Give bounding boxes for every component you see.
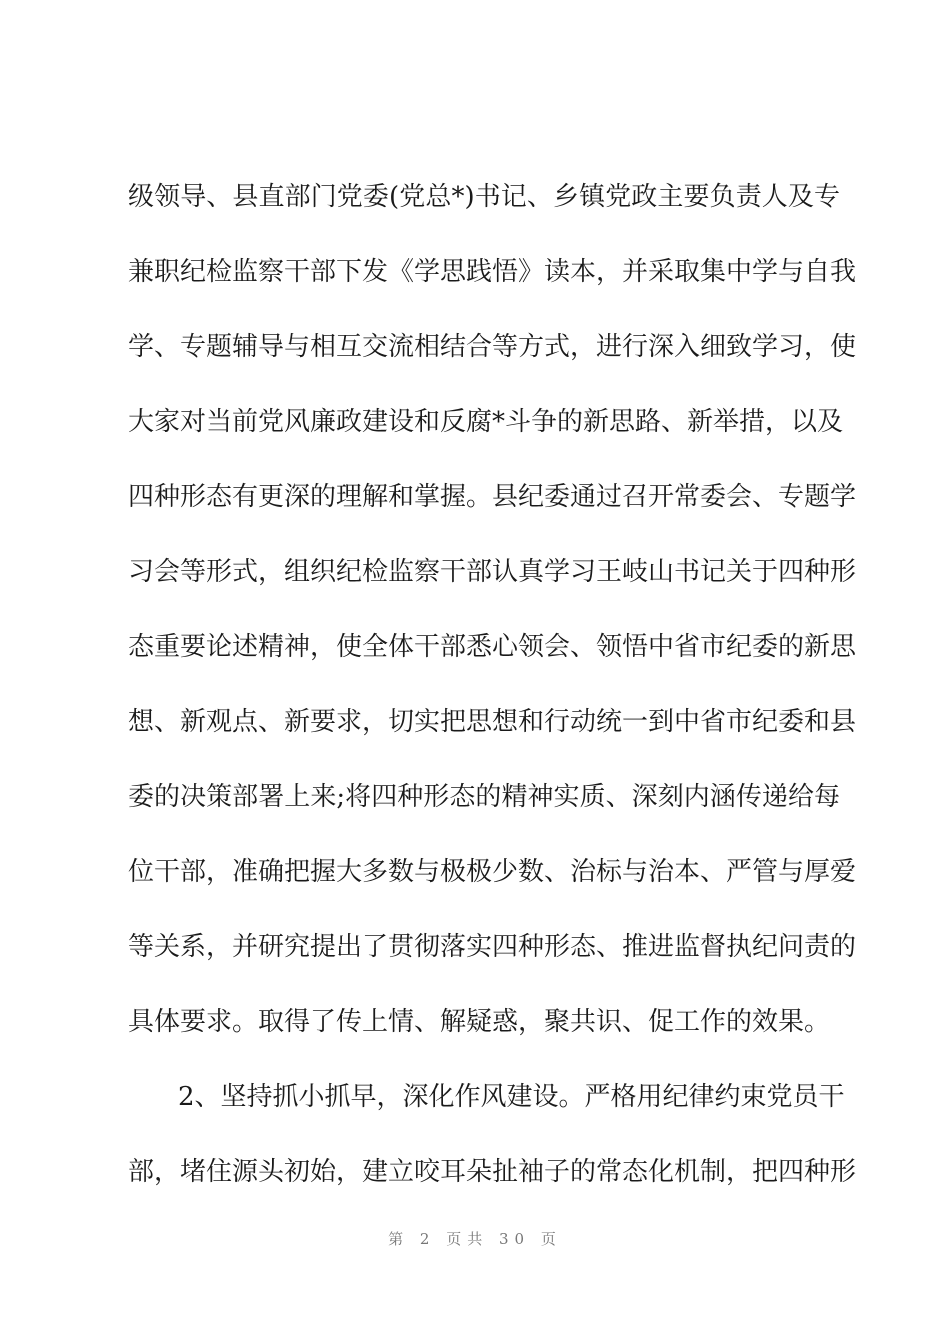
paragraph-2-line-2: 部，堵住源头初始，建立咬耳朵扯袖子的常态化机制，把四种形 bbox=[128, 1157, 857, 1187]
paragraph-1-line-6: 习会等形式，组织纪检监察干部认真学习王岐山书记关于四种形 bbox=[128, 557, 857, 587]
page-number-footer: 第 2 页共 30 页 bbox=[388, 1230, 562, 1248]
paragraph-1-line-10: 位干部，准确把握大多数与极极少数、治标与治本、严管与厚爱 bbox=[128, 857, 857, 887]
paragraph-1-line-1: 级领导、县直部门党委(党总*)书记、乡镇党政主要负责人及专 bbox=[128, 182, 840, 212]
paragraph-1-line-8: 想、新观点、新要求，切实把思想和行动统一到中省市纪委和县 bbox=[128, 707, 857, 737]
paragraph-1-line-9: 委的决策部署上来;将四种形态的精神实质、深刻内涵传递给每 bbox=[128, 782, 840, 812]
paragraph-1-line-5: 四种形态有更深的理解和掌握。县纪委通过召开常委会、专题学 bbox=[128, 482, 857, 512]
paragraph-1-line-2: 兼职纪检监察干部下发《学思践悟》读本，并采取集中学与自我 bbox=[128, 257, 857, 287]
paragraph-1-line-3: 学、专题辅导与相互交流相结合等方式，进行深入细致学习，使 bbox=[128, 332, 857, 362]
paragraph-1-line-12: 具体要求。取得了传上情、解疑惑，聚共识、促工作的效果。 bbox=[128, 1007, 831, 1037]
paragraph-1-line-11: 等关系，并研究提出了贯彻落实四种形态、推进监督执纪问责的 bbox=[128, 932, 857, 962]
paragraph-1-line-7: 态重要论述精神，使全体干部悉心领会、领悟中省市纪委的新思 bbox=[128, 632, 857, 662]
paragraph-1-line-4: 大家对当前党风廉政建设和反腐*斗争的新思路、新举措，以及 bbox=[128, 407, 844, 437]
paragraph-2-line-1: 2、坚持抓小抓早，深化作风建设。严格用纪律约束党员干 bbox=[178, 1082, 845, 1112]
